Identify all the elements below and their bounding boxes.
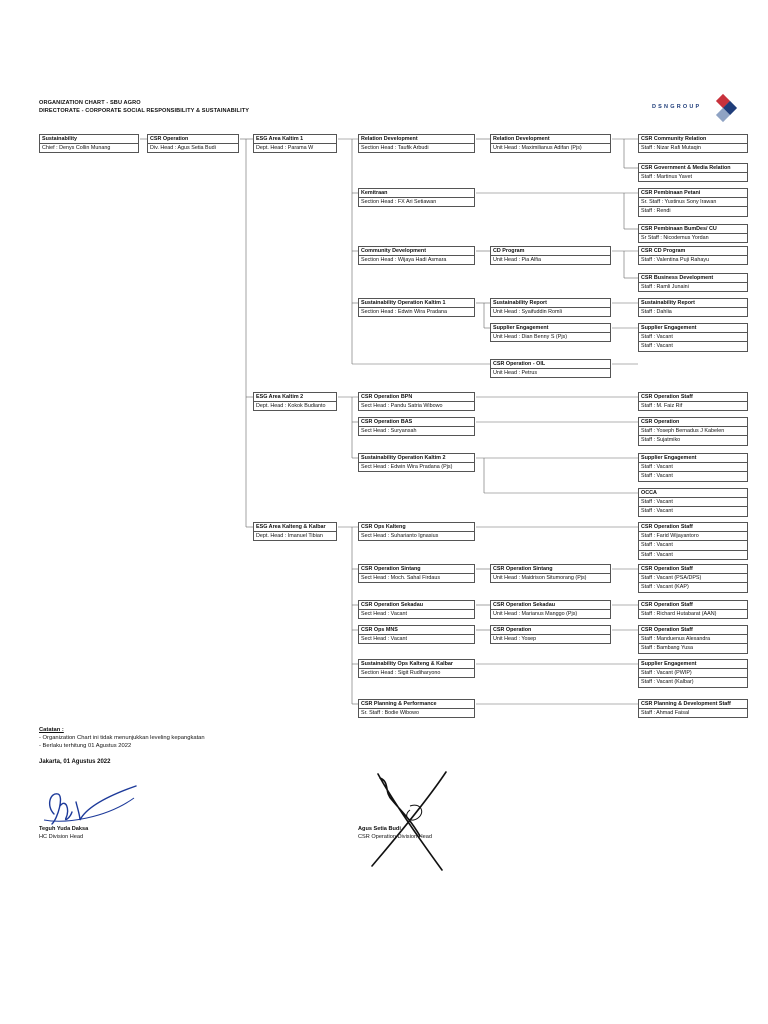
org-box-title: Sustainability Report	[638, 298, 748, 308]
org-box-row: Staff : Vacant	[638, 463, 748, 472]
org-box-row: Section Head : FX Ari Setiawan	[358, 198, 475, 207]
org-box-b20	[490, 359, 611, 378]
org-box-b41	[358, 659, 475, 678]
org-box-row: Sect Head : Pandu Satria Wibowo	[358, 402, 475, 411]
org-box-row: Staff : Nizar Rafi Mutaqin	[638, 144, 748, 153]
org-box-row: Sect Head : Vacant	[358, 610, 475, 619]
org-box-title: CSR Operation Staff	[638, 392, 748, 402]
org-box-title: CSR Operation Staff	[638, 600, 748, 610]
org-box-title: OCCA	[638, 488, 748, 498]
org-box-row: Unit Head : Pia Alfia	[490, 256, 611, 265]
org-box-title: CSR Operation	[147, 134, 239, 144]
org-box-b31	[638, 522, 748, 560]
org-box-b19	[638, 323, 748, 352]
org-box-row: Unit Head : Maidrison Situmorang (Pjs)	[490, 574, 611, 583]
org-box-title: CSR Operation Sintang	[490, 564, 611, 574]
org-box-b15	[358, 298, 475, 317]
org-box-row: Staff : Ramli Junaini	[638, 283, 748, 292]
org-box-title: Sustainability Ops Kalteng & Kalbar	[358, 659, 475, 669]
org-box-row: Unit Head : Yosep	[490, 635, 611, 644]
signature-2-role: CSR Operation Division Head	[358, 833, 432, 840]
org-box-title: CSR Operation BPN	[358, 392, 475, 402]
org-box-row: Staff : Vacant	[638, 333, 748, 342]
org-box-b29	[253, 522, 337, 541]
org-box-row: Section Head : Taufik Arbudi	[358, 144, 475, 153]
org-box-row: Dept. Head : Parama W	[253, 144, 337, 153]
org-box-b22	[358, 392, 475, 411]
org-box-row: Staff : Vacant (Kalbar)	[638, 678, 748, 687]
org-box-b10	[638, 224, 748, 243]
org-box-title: Relation Development	[490, 134, 611, 144]
signature-1-name: Teguh Yuda Daksa	[39, 826, 89, 832]
org-box-row: Dept. Head : Imanuel Tibian	[253, 532, 337, 541]
org-box-row: Section Head : Wijaya Hadi Asmara	[358, 256, 475, 265]
org-box-b14	[638, 273, 748, 292]
signature-2-scribble	[350, 766, 460, 876]
org-box-title: ESG Area Kaltim 2	[253, 392, 337, 402]
org-box-row: Sr. Staff : Bodie Wibowo	[358, 709, 475, 718]
org-box-b9	[638, 188, 748, 217]
org-box-row: Staff : Richard Hutabarat (AAN)	[638, 610, 748, 619]
signature-1-role: HC Division Head	[39, 833, 84, 840]
notes-heading: Catatan :	[39, 727, 64, 733]
org-box-row: Staff : Vacant	[638, 342, 748, 351]
org-box-b35	[358, 600, 475, 619]
org-box-row: Sect Head : Moch. Sahal Firdaus	[358, 574, 475, 583]
org-box-b13	[638, 246, 748, 265]
org-box-row: Staff : Valentina Puji Rahayu	[638, 256, 748, 265]
org-box-b24	[358, 417, 475, 436]
org-box-title: CSR Ops MNS	[358, 625, 475, 635]
org-box-row: Unit Head : Dian Benny S (Pjs)	[490, 333, 611, 342]
org-box-row: Staff : Vacant	[638, 541, 748, 550]
org-box-b8	[358, 188, 475, 207]
org-box-row: Unit Head : Maximilianus Adifan (Pjs)	[490, 144, 611, 153]
org-box-b3	[253, 134, 337, 153]
org-box-title: CSR Pembinaan Petani	[638, 188, 748, 198]
org-box-b37	[638, 600, 748, 619]
org-box-b32	[358, 564, 475, 583]
notes	[39, 726, 205, 751]
org-box-b7	[638, 163, 748, 182]
org-box-title: CSR Pembinaan BumDes/ CU	[638, 224, 748, 234]
org-box-title: CSR Community Relation	[638, 134, 748, 144]
org-box-title: CD Program	[490, 246, 611, 256]
org-box-title: Supplier Engagement	[638, 323, 748, 333]
signature-2-name: Agus Setia Budi	[358, 826, 401, 832]
org-box-row: Staff : M. Faiz Rif	[638, 402, 748, 411]
org-box-title: Sustainability Operation Kaltim 2	[358, 453, 475, 463]
org-box-title: CSR CD Program	[638, 246, 748, 256]
org-box-row: Staff : Vacant	[638, 472, 748, 481]
org-box-row: Staff : Vacant (KAP)	[638, 583, 748, 592]
org-box-b18	[490, 323, 611, 342]
org-box-row: Dept. Head : Kokok Budianto	[253, 402, 337, 411]
org-box-title: Sustainability	[39, 134, 139, 144]
org-box-b28	[638, 488, 748, 517]
signing-date: Jakarta, 01 Agustus 2022	[39, 759, 111, 765]
org-box-b6	[638, 134, 748, 153]
org-box-row: Staff : Manduenus Alexandra	[638, 635, 748, 644]
org-box-row: Staff : Rendi	[638, 207, 748, 216]
org-box-b25	[638, 417, 748, 446]
org-box-b1	[39, 134, 139, 153]
org-box-row: Sect Head : Suharianto Ignasius	[358, 532, 475, 541]
org-box-row: Staff : Martinus Yavet	[638, 173, 748, 182]
org-box-title: CSR Planning & Development Staff	[638, 699, 748, 709]
org-box-b34	[638, 564, 748, 593]
signature-2	[358, 826, 432, 841]
org-box-title: Sustainability Operation Kaltim 1	[358, 298, 475, 308]
org-box-row: Staff : Yoseph Bernadus J Kabelen	[638, 427, 748, 436]
org-box-title: CSR Operation Sekadau	[490, 600, 611, 610]
org-box-title: Supplier Engagement	[490, 323, 611, 333]
org-box-row: Sect Head : Suryansah	[358, 427, 475, 436]
org-box-b23	[638, 392, 748, 411]
org-box-title: CSR Operation BAS	[358, 417, 475, 427]
org-box-title: Supplier Engagement	[638, 659, 748, 669]
org-box-row: Staff : Vacant	[638, 507, 748, 516]
org-box-row: Sect Head : Edwin Wira Pradana (Pjs)	[358, 463, 475, 472]
org-box-row: Staff : Vacant (PSA/DPS)	[638, 574, 748, 583]
org-box-title: CSR Operation	[490, 625, 611, 635]
signature-1	[39, 826, 88, 841]
org-box-row: Staff : Bambang Yusa	[638, 644, 748, 653]
org-box-row: Staff : Farid Wijayantoro	[638, 532, 748, 541]
org-box-row: Section Head : Sigit Rudiharyono	[358, 669, 475, 678]
org-box-title: CSR Operation Sekadau	[358, 600, 475, 610]
org-box-row: Chief : Denys Collin Munang	[39, 144, 139, 153]
org-box-title: ESG Area Kaltim 1	[253, 134, 337, 144]
org-box-title: Kemitraan	[358, 188, 475, 198]
org-box-b33	[490, 564, 611, 583]
org-box-title: Relation Development	[358, 134, 475, 144]
notes-line-1: - Organization Chart ini tidak menunjukkan leveling kepangkatan	[39, 735, 205, 742]
org-box-b44	[638, 699, 748, 718]
org-box-title: CSR Business Development	[638, 273, 748, 283]
org-box-b17	[638, 298, 748, 317]
org-box-row: Sr Staff : Nicodemus Yordan	[638, 234, 748, 243]
org-box-b5	[490, 134, 611, 153]
org-box-row: Sr. Staff : Yustinus Sony Irawan	[638, 198, 748, 207]
org-box-title: CSR Operation - OIL	[490, 359, 611, 369]
org-box-title: CSR Operation	[638, 417, 748, 427]
org-box-b43	[358, 699, 475, 718]
logo-text: DSNGROUP	[652, 104, 702, 110]
org-box-b11	[358, 246, 475, 265]
org-box-b38	[358, 625, 475, 644]
org-box-row: Staff : Ahmad Faisal	[638, 709, 748, 718]
org-box-row: Staff : Sujatmiko	[638, 436, 748, 445]
org-box-row: Unit Head : Syaifuddin Romli	[490, 308, 611, 317]
org-box-row: Staff : Vacant	[638, 498, 748, 507]
chart-subtitle: DIRECTORATE - CORPORATE SOCIAL RESPONSIBILITY & SUSTAINABILITY	[39, 108, 250, 114]
org-box-b16	[490, 298, 611, 317]
org-box-title: CSR Government & Media Relation	[638, 163, 748, 173]
org-box-title: CSR Ops Kalteng	[358, 522, 475, 532]
org-box-b42	[638, 659, 748, 688]
org-box-b30	[358, 522, 475, 541]
org-box-title: CSR Operation Staff	[638, 625, 748, 635]
org-box-b21	[253, 392, 337, 411]
org-box-title: CSR Operation Sintang	[358, 564, 475, 574]
notes-line-2: - Berlaku terhitung 01 Agustus 2022	[39, 743, 132, 750]
org-box-row: Div. Head : Agus Setia Budi	[147, 144, 239, 153]
chart-title: ORGANIZATION CHART - SBU AGRO	[39, 100, 141, 106]
org-box-title: ESG Area Kalteng & Kalbar	[253, 522, 337, 532]
org-box-row: Staff : Vacant (PWIP)	[638, 669, 748, 678]
org-box-b2	[147, 134, 239, 153]
org-box-b4	[358, 134, 475, 153]
org-box-row: Staff : Vacant	[638, 551, 748, 560]
org-box-b40	[638, 625, 748, 654]
org-box-b36	[490, 600, 611, 619]
org-box-row: Unit Head : Petrus	[490, 369, 611, 378]
org-box-row: Section Head : Edwin Wira Pradana	[358, 308, 475, 317]
org-box-title: CSR Operation Staff	[638, 564, 748, 574]
org-box-row: Unit Head : Marianus Manggo (Pjs)	[490, 610, 611, 619]
org-box-title: Supplier Engagement	[638, 453, 748, 463]
org-box-b39	[490, 625, 611, 644]
org-box-title: CSR Operation Staff	[638, 522, 748, 532]
org-box-title: Community Development	[358, 246, 475, 256]
org-box-b26	[358, 453, 475, 472]
org-box-title: CSR Planning & Performance	[358, 699, 475, 709]
org-box-b27	[638, 453, 748, 482]
org-box-title: Sustainability Report	[490, 298, 611, 308]
org-box-row: Staff : Dahlia	[638, 308, 748, 317]
org-box-row: Sect Head : Vacant	[358, 635, 475, 644]
org-box-b12	[490, 246, 611, 265]
